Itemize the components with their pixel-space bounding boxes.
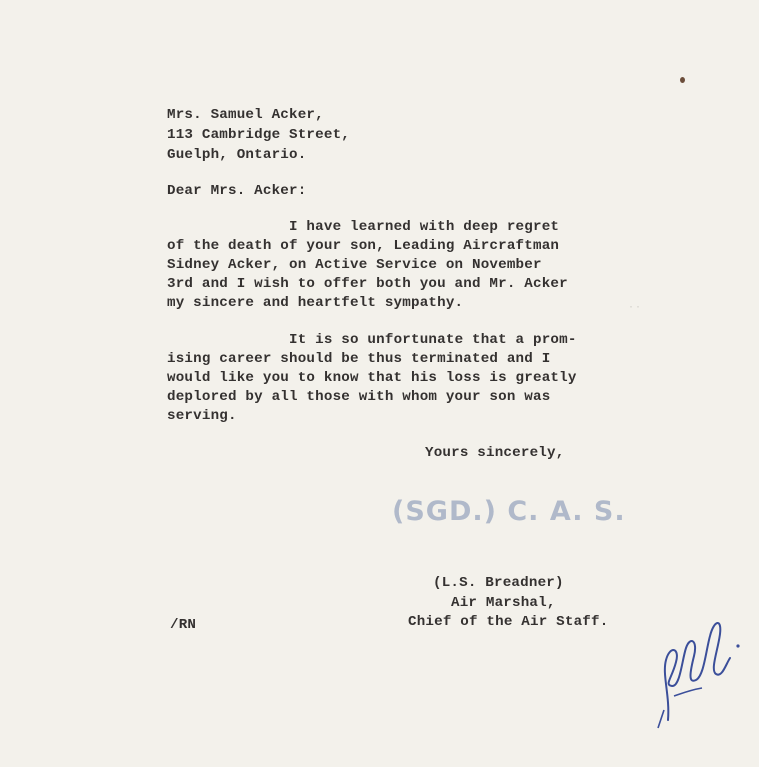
address-line-1: Mrs. Samuel Acker, [167,107,324,123]
paragraph2-line-2: ising career should be thus terminated and I [167,351,551,367]
paragraph2-line-4: deplored by all those with whom your son was [167,389,551,405]
signatory-rank: Air Marshal, [451,595,556,611]
paragraph1-line-3: Sidney Acker, on Active Service on November [167,257,542,273]
paragraph1-line-5: my sincere and heartfelt sympathy. [167,295,464,311]
faint-impression-mark: ·· [628,302,643,313]
closing: Yours sincerely, [425,445,565,461]
paragraph1-line-4: 3rd and I wish to offer both you and Mr. Acker [167,276,568,292]
handwritten-initials-signature [650,600,750,730]
paragraph1-line-1: I have learned with deep regret [289,219,560,235]
address-line-3: Guelph, Ontario. [167,147,307,163]
address-line-2: 113 Cambridge Street, [167,127,350,143]
salutation: Dear Mrs. Acker: [167,183,307,199]
signatory-title: Chief of the Air Staff. [408,614,609,630]
ink-spot [680,77,685,83]
paragraph2-line-5: serving. [167,408,237,424]
paragraph2-line-3: would like you to know that his loss is greatly [167,370,577,386]
paragraph2-line-1: It is so unfortunate that a prom- [289,332,577,348]
signatory-name: (L.S. Breadner) [433,575,564,591]
reference-initials: /RN [170,617,197,633]
signed-stamp: (SGD.) C. A. S. [392,496,626,527]
paragraph1-line-2: of the death of your son, Leading Aircraftman [167,238,560,254]
